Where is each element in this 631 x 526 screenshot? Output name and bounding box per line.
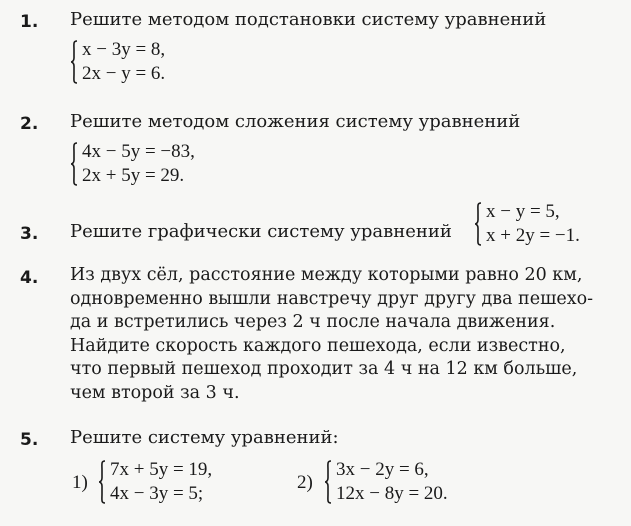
curly-brace-icon [70, 40, 78, 84]
equation-2: 12x − 8y = 20. [336, 483, 448, 504]
problem-number: 5. [20, 430, 39, 450]
equation-1: 3x − 2y = 6, [336, 459, 429, 480]
problem-text: Решите систему уравнений: [70, 427, 339, 448]
curly-brace-icon [98, 460, 106, 504]
problem-number: 1. [20, 12, 39, 32]
text-line: чем второй за 3 ч. [70, 382, 240, 403]
equation-2: 2x − y = 6. [82, 63, 166, 84]
equation-2: 4x − 3y = 5; [110, 483, 204, 504]
text-line: одновременно вышли навстречу друг другу два пешехо- [70, 288, 594, 309]
problem-text: Решите методом подстановки систему уравнений [70, 9, 547, 30]
problem-paragraph [70, 264, 610, 405]
problem-text: Решите графически систему уравнений [70, 221, 452, 242]
equation-1: 4x − 5y = −83, [82, 141, 195, 162]
equation-2: 2x + 5y = 29. [82, 165, 185, 186]
part-label: 2) [297, 472, 313, 493]
problem-text: Решите методом сложения систему уравнений [70, 111, 521, 132]
curly-brace-icon [70, 142, 78, 186]
problem-number: 3. [20, 224, 39, 244]
equation-1: x − 3y = 8, [82, 39, 166, 60]
text-line: что первый пешеход проходит за 4 ч на 12 км больше, [70, 359, 578, 379]
part-label: 1) [72, 472, 88, 493]
equation-2: x + 2y = −1. [486, 225, 580, 246]
problem-number: 2. [20, 114, 39, 134]
text-line: Найдите скорость каждого пешехода, если известно, [70, 335, 566, 356]
equation-1: 7x + 5y = 19, [110, 459, 213, 480]
curly-brace-icon [324, 460, 332, 504]
problem-number: 4. [20, 268, 39, 288]
curly-brace-icon [474, 202, 482, 246]
text-line: да и встретились через 2 ч после начала движения. [70, 312, 556, 332]
text-line: Из двух сёл, расстояние между которыми равно 20 км, [70, 265, 583, 285]
equation-1: x − y = 5, [486, 201, 560, 222]
